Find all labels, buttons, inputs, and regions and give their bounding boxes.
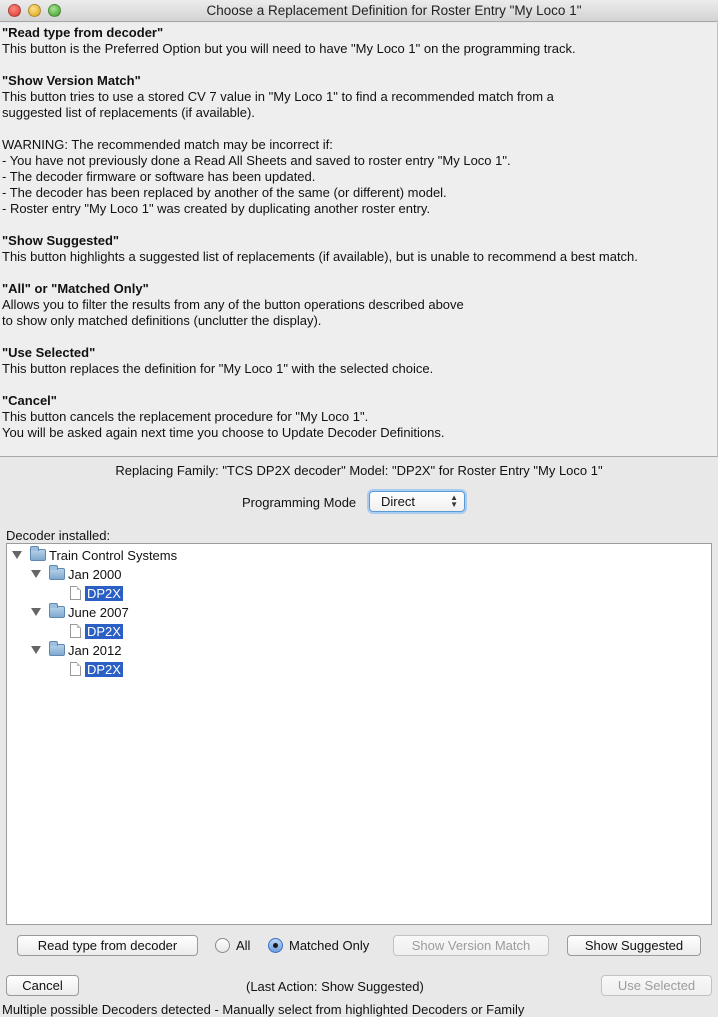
- help-section-use-selected: [2, 345, 715, 377]
- help-heading: "Cancel": [2, 393, 57, 408]
- help-text: Allows you to filter the results from any of the button operations described above to show only matched definitions (unclutter the display).: [2, 297, 464, 328]
- title-bar: [0, 0, 718, 22]
- read-type-from-decoder-button[interactable]: Read type from decoder: [17, 935, 198, 956]
- programming-mode-label: Programming Mode: [242, 495, 357, 510]
- decoder-installed-label: Decoder installed:: [6, 528, 111, 543]
- tree-node-folder[interactable]: [31, 641, 122, 659]
- filter-all-radio[interactable]: [215, 938, 250, 953]
- radio-label: Matched Only: [289, 938, 370, 953]
- radio-circle-icon[interactable]: [215, 938, 230, 953]
- help-warning-text: WARNING: The recommended match may be incorrect if: - You have not previously done a Read All Sheets and saved to roster entry "My Loco 1". - The decoder firmware or software has been updated. - The decoder has been replaced by another of the same (or different) model. - Roster entry "My Loco 1" was created by duplicating another roster entry.: [2, 137, 511, 216]
- show-version-match-button[interactable]: Show Version Match: [393, 935, 549, 956]
- replacing-info: Replacing Family: "TCS DP2X decoder" Model: "DP2X" for Roster Entry "My Loco 1": [115, 463, 603, 478]
- show-suggested-button[interactable]: Show Suggested: [567, 935, 701, 956]
- window-title: Choose a Replacement Definition for Roster Entry "My Loco 1": [206, 3, 582, 18]
- tree-node-folder[interactable]: [31, 603, 129, 621]
- minimize-window-icon[interactable]: [28, 4, 41, 17]
- tree-leaf[interactable]: [70, 584, 123, 602]
- help-section-warning: [2, 137, 715, 217]
- close-window-icon[interactable]: [8, 4, 21, 17]
- status-message: Multiple possible Decoders detected - Manually select from highlighted Decoders or Family: [2, 1002, 525, 1017]
- radio-circle-selected-icon[interactable]: [268, 938, 283, 953]
- zoom-window-icon[interactable]: [48, 4, 61, 17]
- tree-node-label: Jan 2012: [68, 642, 122, 658]
- expand-triangle-icon[interactable]: [31, 570, 41, 578]
- last-action-label: (Last Action: Show Suggested): [246, 979, 424, 994]
- help-heading: "Use Selected": [2, 345, 96, 360]
- tree-leaf[interactable]: [70, 622, 123, 640]
- help-section-filter: [2, 281, 715, 329]
- tree-node-label: Jan 2000: [68, 566, 122, 582]
- help-section-version-match: [2, 73, 715, 121]
- folder-icon: [30, 549, 46, 561]
- tree-node-root[interactable]: [12, 546, 177, 564]
- select-arrows-icon: ▲ ▼: [450, 493, 458, 509]
- help-text: This button tries to use a stored CV 7 value in "My Loco 1" to find a recommended match from a suggested list of replacements (if available).: [2, 89, 554, 120]
- use-selected-button[interactable]: Use Selected: [601, 975, 712, 996]
- file-icon: [70, 662, 81, 676]
- help-section-show-suggested: [2, 233, 715, 265]
- tree-leaf-label: DP2X: [87, 623, 121, 639]
- help-section-read-type: [2, 25, 715, 57]
- help-heading: "Read type from decoder": [2, 25, 164, 40]
- cancel-button[interactable]: Cancel: [6, 975, 79, 996]
- radio-label: All: [236, 938, 251, 953]
- tree-leaf-label: DP2X: [87, 585, 121, 601]
- decoder-tree[interactable]: [6, 543, 712, 925]
- tree-node-label: Train Control Systems: [49, 547, 178, 563]
- help-heading: "Show Version Match": [2, 73, 141, 88]
- tree-leaf[interactable]: [70, 660, 123, 678]
- help-text: This button is the Preferred Option but you will need to have "My Loco 1" on the programming track.: [2, 41, 576, 56]
- help-section-cancel: [2, 393, 715, 441]
- tree-node-folder[interactable]: [31, 565, 122, 583]
- help-heading: "All" or "Matched Only": [2, 281, 149, 296]
- tree-leaf-label: DP2X: [87, 661, 121, 677]
- help-heading: "Show Suggested": [2, 233, 120, 248]
- expand-triangle-icon[interactable]: [12, 551, 22, 559]
- folder-icon: [49, 644, 65, 656]
- expand-triangle-icon[interactable]: [31, 608, 41, 616]
- expand-triangle-icon[interactable]: [31, 646, 41, 654]
- help-text-panel: [0, 23, 718, 457]
- tree-node-label: June 2007: [68, 604, 129, 620]
- programming-mode-value: Direct: [381, 494, 415, 509]
- help-text: This button replaces the definition for "My Loco 1" with the selected choice.: [2, 361, 434, 376]
- file-icon: [70, 624, 81, 638]
- filter-matched-only-radio[interactable]: [268, 938, 369, 953]
- help-text: This button highlights a suggested list of replacements (if available), but is unable to recommend a best match.: [2, 249, 638, 264]
- folder-icon: [49, 568, 65, 580]
- programming-mode-select[interactable]: [369, 491, 465, 512]
- file-icon: [70, 586, 81, 600]
- help-text: This button cancels the replacement procedure for "My Loco 1". You will be asked again next time you choose to Update Decoder Definitions.: [2, 409, 445, 440]
- folder-icon: [49, 606, 65, 618]
